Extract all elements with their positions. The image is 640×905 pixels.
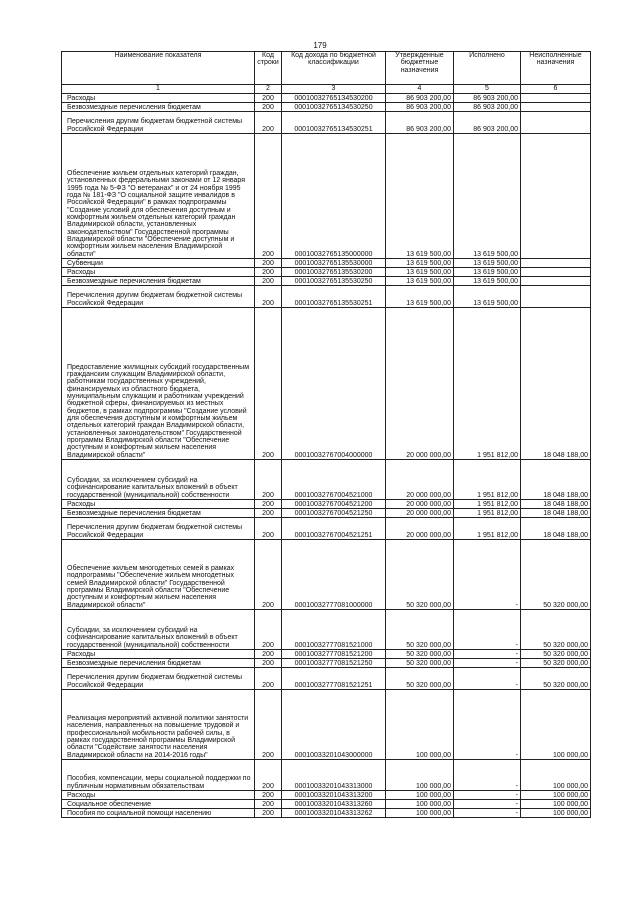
row-line-code: 200	[255, 509, 282, 518]
index-5: 5	[454, 85, 521, 94]
table-row	[62, 103, 591, 112]
row-unexecuted: 50 320 000,00	[521, 659, 591, 668]
row-unexecuted: 18 048 188,00	[521, 509, 591, 518]
row-name: Социальное обеспечение	[62, 800, 255, 809]
row-approved: 86 903 200,00	[386, 103, 454, 112]
row-unexecuted	[521, 103, 591, 112]
row-approved: 50 320 000,00	[386, 659, 454, 668]
row-executed: -	[454, 650, 521, 659]
row-executed: -	[454, 791, 521, 800]
row-name: Реализация мероприятий активной политики занятости населения, направленных на повышение трудовой и профессиональной мобильности рабочей силы, в рамках государственной программы Владимирской области "Содействие занятости населения Владимирской области на 2014-2016 годы"	[62, 690, 255, 760]
row-approved: 50 320 000,00	[386, 650, 454, 659]
row-approved: 13 619 500,00	[386, 277, 454, 286]
row-approved: 100 000,00	[386, 809, 454, 818]
table-row	[62, 509, 591, 518]
row-line-code: 200	[255, 134, 282, 259]
row-line-code: 200	[255, 659, 282, 668]
row-line-code: 200	[255, 690, 282, 760]
row-name: Субвенции	[62, 259, 255, 268]
row-unexecuted: 100 000,00	[521, 791, 591, 800]
row-executed: -	[454, 760, 521, 791]
row-budget-code: 00010032765135000000	[282, 134, 386, 259]
table-row	[62, 650, 591, 659]
header-executed: Исполнено	[454, 52, 521, 85]
table-row	[62, 500, 591, 509]
row-budget-code: 00010032767004521200	[282, 500, 386, 509]
row-line-code: 200	[255, 809, 282, 818]
row-budget-code: 000100327651З4530250	[282, 103, 386, 112]
row-unexecuted	[521, 268, 591, 277]
row-budget-code: 00010033201043313200	[282, 791, 386, 800]
row-name: Субсидии, за исключением субсидий на софинансирование капитальных вложений в объект государственной (муниципальной) собственности	[62, 460, 255, 500]
row-line-code: 200	[255, 760, 282, 791]
row-unexecuted: 18 048 188,00	[521, 518, 591, 540]
row-budget-code: 00010032765135530000	[282, 259, 386, 268]
header-row	[62, 52, 591, 85]
table-row	[62, 690, 591, 760]
row-unexecuted	[521, 112, 591, 134]
row-executed: 13 619 500,00	[454, 277, 521, 286]
row-budget-code: 00010032765135530200	[282, 268, 386, 277]
row-executed: 1 951 812,00	[454, 308, 521, 460]
row-approved: 86 903 200,00	[386, 94, 454, 103]
row-budget-code: 000100327651З4530251	[282, 112, 386, 134]
row-unexecuted: 100 000,00	[521, 690, 591, 760]
table-row	[62, 286, 591, 308]
row-unexecuted: 50 320 000,00	[521, 650, 591, 659]
row-budget-code: 00010033201043313262	[282, 809, 386, 818]
row-name: Расходы	[62, 500, 255, 509]
row-line-code: 200	[255, 112, 282, 134]
row-approved: 20 000 000,00	[386, 308, 454, 460]
row-executed: -	[454, 668, 521, 690]
table-row	[62, 518, 591, 540]
row-name: Пособия, компенсации, меры социальной поддержки по публичным нормативным обязательствам	[62, 760, 255, 791]
row-line-code: 200	[255, 259, 282, 268]
header-unexecuted: Неисполненные назначения	[521, 52, 591, 85]
row-executed: 1 951 812,00	[454, 460, 521, 500]
row-unexecuted: 100 000,00	[521, 809, 591, 818]
table-row	[62, 112, 591, 134]
row-budget-code: 00010032765135530251	[282, 286, 386, 308]
row-line-code: 200	[255, 103, 282, 112]
row-unexecuted	[521, 259, 591, 268]
header-name: Наименование показателя	[62, 52, 255, 85]
table-row	[62, 800, 591, 809]
row-approved: 13 619 500,00	[386, 259, 454, 268]
row-unexecuted: 50 320 000,00	[521, 610, 591, 650]
row-line-code: 200	[255, 460, 282, 500]
table-row	[62, 460, 591, 500]
row-executed: -	[454, 659, 521, 668]
row-name: Предоставление жилищных субсидий государственным гражданским служащим Владимирской области, работникам государственных учреждений, финансируемых из областного бюджета, муниципальным служащим и работникам учреждений бюджетной сферы, финансируемых из местных бюджетов, в рамках подпрограммы "Создание условий для обеспечения доступным и комфортным жильем отдельных категорий граждан Владимирской области, установленных законодательством" Государственной программы Владимирской области "Обеспечение доступным и комфортным жильем населения Владимирской области"	[62, 308, 255, 460]
table-body	[62, 94, 591, 818]
row-name: Расходы	[62, 94, 255, 103]
row-unexecuted	[521, 286, 591, 308]
table-row	[62, 760, 591, 791]
row-budget-code: 00010033201043313000	[282, 760, 386, 791]
row-unexecuted: 18 048 188,00	[521, 460, 591, 500]
row-executed: -	[454, 809, 521, 818]
row-executed: 1 951 812,00	[454, 518, 521, 540]
header-index-row	[62, 85, 591, 94]
row-name: Расходы	[62, 650, 255, 659]
table-row	[62, 308, 591, 460]
table-row	[62, 659, 591, 668]
row-name: Расходы	[62, 268, 255, 277]
row-unexecuted: 50 320 000,00	[521, 668, 591, 690]
row-line-code: 200	[255, 286, 282, 308]
row-approved: 100 000,00	[386, 690, 454, 760]
table-row	[62, 134, 591, 259]
row-line-code: 200	[255, 610, 282, 650]
row-line-code: 200	[255, 791, 282, 800]
row-name: Безвозмездные перечисления бюджетам	[62, 103, 255, 112]
table-row	[62, 610, 591, 650]
row-approved: 20 000 000,00	[386, 518, 454, 540]
row-line-code: 200	[255, 94, 282, 103]
row-approved: 50 320 000,00	[386, 540, 454, 610]
row-name: Обеспечение жильем многодетных семей в рамках подпрограммы "Обеспечение жильем многодетных семей Владимирской области" Государственной программы Владимирской области "Обеспечение доступным и комфортным жильем населения Владимирской области"	[62, 540, 255, 610]
row-line-code: 200	[255, 518, 282, 540]
index-3: 3	[282, 85, 386, 94]
row-executed: 1 951 812,00	[454, 500, 521, 509]
row-line-code: 200	[255, 308, 282, 460]
index-2: 2	[255, 85, 282, 94]
row-name: Перечисления другим бюджетам бюджетной системы Российской Федерации	[62, 518, 255, 540]
row-approved: 50 320 000,00	[386, 668, 454, 690]
row-line-code: 200	[255, 540, 282, 610]
row-budget-code: 00010032777081521000	[282, 610, 386, 650]
row-approved: 20 000 000,00	[386, 509, 454, 518]
index-6: 6	[521, 85, 591, 94]
row-line-code: 200	[255, 277, 282, 286]
row-line-code: 200	[255, 800, 282, 809]
row-unexecuted: 18 048 188,00	[521, 500, 591, 509]
row-budget-code: 00010032777081000000	[282, 540, 386, 610]
row-unexecuted	[521, 134, 591, 259]
row-budget-code: 00010032765135530250	[282, 277, 386, 286]
row-approved: 13 619 500,00	[386, 134, 454, 259]
table-row	[62, 259, 591, 268]
row-unexecuted: 18 048 188,00	[521, 308, 591, 460]
row-name: Безвозмездные перечисления бюджетам	[62, 277, 255, 286]
table-row	[62, 540, 591, 610]
row-name: Расходы	[62, 791, 255, 800]
row-budget-code: 00010032767004521251	[282, 518, 386, 540]
row-unexecuted: 100 000,00	[521, 760, 591, 791]
row-approved: 100 000,00	[386, 800, 454, 809]
row-unexecuted: 100 000,00	[521, 800, 591, 809]
table-row	[62, 809, 591, 818]
row-budget-code: 000100327651З4530200	[282, 94, 386, 103]
row-executed: -	[454, 690, 521, 760]
row-name: Безвозмездные перечисления бюджетам	[62, 509, 255, 518]
row-executed: 86 903 200,00	[454, 103, 521, 112]
row-line-code: 200	[255, 500, 282, 509]
row-budget-code: 00010032777081521200	[282, 650, 386, 659]
header-line-code: Код строки	[255, 52, 282, 85]
row-executed: -	[454, 610, 521, 650]
row-approved: 100 000,00	[386, 791, 454, 800]
row-budget-code: 00010032777081521251	[282, 668, 386, 690]
row-approved: 20 000 000,00	[386, 500, 454, 509]
row-budget-code: 00010033201043313260	[282, 800, 386, 809]
header-budget-code: Код дохода по бюджетной классификации	[282, 52, 386, 85]
row-executed: 13 619 500,00	[454, 259, 521, 268]
row-line-code: 200	[255, 650, 282, 659]
index-4: 4	[386, 85, 454, 94]
row-approved: 13 619 500,00	[386, 286, 454, 308]
row-approved: 100 000,00	[386, 760, 454, 791]
row-name: Перечисления другим бюджетам бюджетной системы Российской Федерации	[62, 668, 255, 690]
row-budget-code: 00010032767004521000	[282, 460, 386, 500]
row-executed: 13 619 500,00	[454, 134, 521, 259]
row-budget-code: 00010032777081521250	[282, 659, 386, 668]
row-name: Обеспечение жильем отдельных категорий граждан, установленных федеральными законами от 12 января 1995 года № 5-ФЗ "О ветеранах" и от 24 ноября 1995 года № 181-ФЗ "О социальной защите инвалидов в Российской Федерации" в рамках подпрограммы "Создание условий для обеспечения доступным и комфортным жильем отдельных категорий граждан Владимирской области, установленных законодательством" Государственной программы Владимирской области "Обеспечение доступным и комфортным жильем населения Владимирской области"	[62, 134, 255, 259]
table-row	[62, 277, 591, 286]
row-line-code: 200	[255, 668, 282, 690]
header-approved: Утвержденные бюджетные назначения	[386, 52, 454, 85]
row-approved: 50 320 000,00	[386, 610, 454, 650]
row-name: Перечисления другим бюджетам бюджетной системы Российской Федерации	[62, 112, 255, 134]
row-executed: 86 903 200,00	[454, 94, 521, 103]
row-line-code: 200	[255, 268, 282, 277]
table-row	[62, 668, 591, 690]
row-approved: 13 619 500,00	[386, 268, 454, 277]
table-row	[62, 268, 591, 277]
row-executed: -	[454, 800, 521, 809]
page-number: 179	[313, 41, 327, 50]
row-executed: -	[454, 540, 521, 610]
row-approved: 86 903 200,00	[386, 112, 454, 134]
index-1: 1	[62, 85, 255, 94]
table-row	[62, 791, 591, 800]
row-name: Пособия по социальной помощи населению	[62, 809, 255, 818]
row-budget-code: 00010033201043000000	[282, 690, 386, 760]
row-unexecuted	[521, 94, 591, 103]
row-name: Субсидии, за исключением субсидий на софинансирование капитальных вложений в объект государственной (муниципальной) собственности	[62, 610, 255, 650]
row-executed: 1 951 812,00	[454, 509, 521, 518]
row-name: Перечисления другим бюджетам бюджетной системы Российской Федерации	[62, 286, 255, 308]
row-executed: 13 619 500,00	[454, 268, 521, 277]
row-executed: 86 903 200,00	[454, 112, 521, 134]
report-table	[61, 51, 591, 818]
row-name: Безвозмездные перечисления бюджетам	[62, 659, 255, 668]
row-budget-code: 00010032767004521250	[282, 509, 386, 518]
row-executed: 13 619 500,00	[454, 286, 521, 308]
row-unexecuted	[521, 277, 591, 286]
row-budget-code: 00010032767004000000	[282, 308, 386, 460]
row-unexecuted: 50 320 000,00	[521, 540, 591, 610]
row-approved: 20 000 000,00	[386, 460, 454, 500]
table-row	[62, 94, 591, 103]
